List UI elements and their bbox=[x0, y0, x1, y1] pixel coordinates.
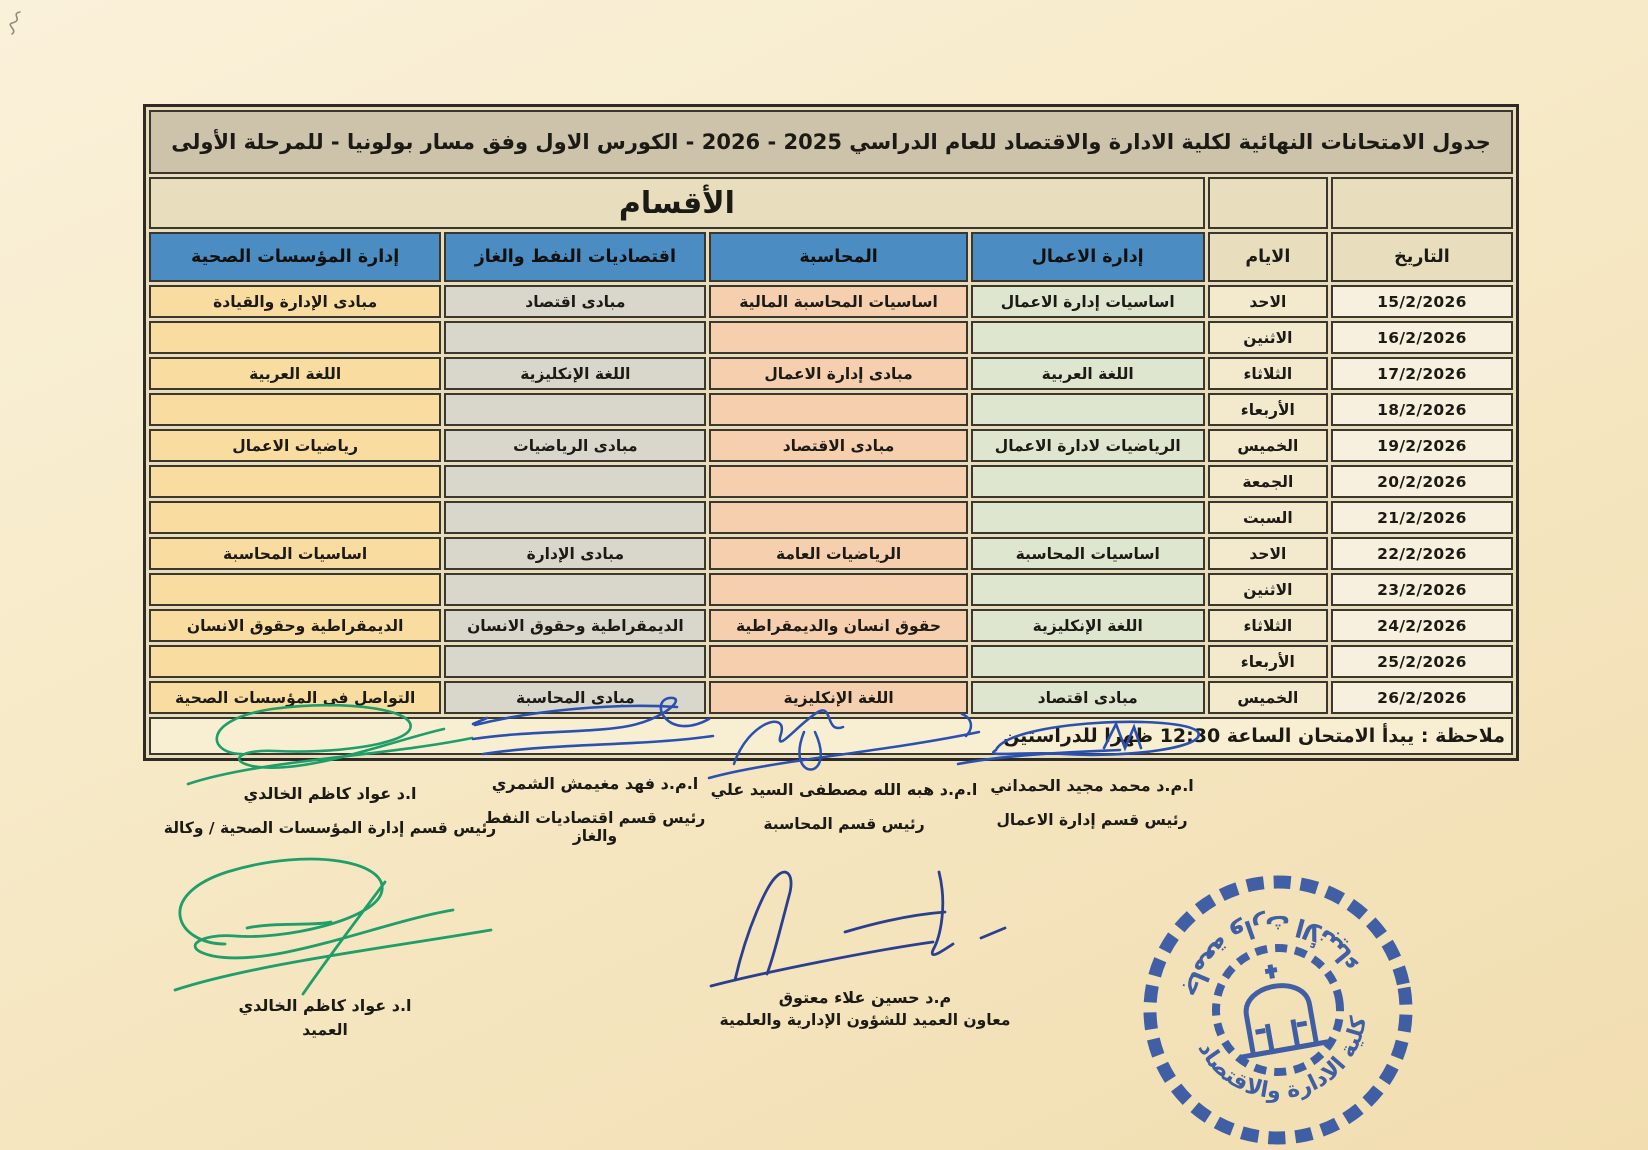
exam-cell bbox=[971, 465, 1205, 498]
date-cell: 18/2/2026 bbox=[1331, 393, 1513, 426]
exam-cell: اساسيات المحاسبة bbox=[971, 537, 1205, 570]
exam-cell bbox=[971, 393, 1205, 426]
exam-cell bbox=[971, 501, 1205, 534]
exam-cell: التواصل في المؤسسات الصحية bbox=[149, 681, 441, 714]
exam-cell bbox=[971, 573, 1205, 606]
date-cell: 17/2/2026 bbox=[1331, 357, 1513, 390]
document-title: جدول الامتحانات النهائية لكلية الادارة والاقتصاد للعام الدراسي 2025 - 2026 - الكورس الاول وفق مسار بولونيا - للمرحلة الأولى bbox=[149, 110, 1513, 174]
exam-cell bbox=[149, 393, 441, 426]
day-cell: الاحد bbox=[1208, 285, 1328, 318]
date-cell: 25/2/2026 bbox=[1331, 645, 1513, 678]
sections-row bbox=[149, 177, 1513, 229]
signature-assistant-dean-icon bbox=[695, 862, 1035, 994]
sections-header: الأقسام bbox=[149, 177, 1205, 229]
exam-cell: اساسيات المحاسبة bbox=[149, 537, 441, 570]
university-stamp bbox=[1106, 844, 1451, 1150]
table-row bbox=[149, 609, 1513, 642]
exam-cell: مبادى الرياضيات bbox=[444, 429, 706, 462]
exam-cell bbox=[709, 645, 967, 678]
day-cell: الثلاثاء bbox=[1208, 609, 1328, 642]
exam-cell bbox=[444, 321, 706, 354]
column-header-days: الايام bbox=[1208, 232, 1328, 282]
exam-cell bbox=[709, 501, 967, 534]
date-cell: 19/2/2026 bbox=[1331, 429, 1513, 462]
day-cell: الجمعة bbox=[1208, 465, 1328, 498]
date-cell: 24/2/2026 bbox=[1331, 609, 1513, 642]
exam-cell: حقوق انسان والديمقراطية bbox=[709, 609, 967, 642]
stamp-bottom-text: كلية الادارة والاقتصاد bbox=[1192, 1014, 1372, 1105]
signer-name: ا.م.د هبه الله مصطفى السيد علي bbox=[710, 780, 978, 799]
exam-cell: اساسيات إدارة الاعمال bbox=[971, 285, 1205, 318]
stamp-rings bbox=[1130, 862, 1427, 1150]
day-cell: الاحد bbox=[1208, 537, 1328, 570]
exam-cell bbox=[149, 501, 441, 534]
exam-cell bbox=[444, 465, 706, 498]
column-header-date: التاريخ bbox=[1331, 232, 1513, 282]
day-cell: الأربعاء bbox=[1208, 645, 1328, 678]
date-cell: 15/2/2026 bbox=[1331, 285, 1513, 318]
empty-cell-date bbox=[1331, 177, 1513, 229]
exam-cell: الديمقراطية وحقوق الانسان bbox=[149, 609, 441, 642]
signer-role: رئيس قسم المحاسبة bbox=[763, 815, 925, 833]
exam-cell: الرياضيات لادارة الاعمال bbox=[971, 429, 1205, 462]
signature-sayed-ali-icon bbox=[704, 696, 984, 786]
signature-block-oil-gas-head bbox=[462, 692, 728, 845]
exam-cell bbox=[971, 645, 1205, 678]
exam-cell bbox=[444, 393, 706, 426]
signer-name: ا.م.د فهد مغيمش الشمري bbox=[491, 774, 699, 793]
exam-cell: مبادى إدارة الاعمال bbox=[709, 357, 967, 390]
exam-cell bbox=[444, 501, 706, 534]
signer-role: رئيس قسم إدارة المؤسسات الصحية / وكالة bbox=[163, 819, 497, 837]
date-cell: 26/2/2026 bbox=[1331, 681, 1513, 714]
signature-block-assistant-dean bbox=[690, 862, 1040, 1029]
signature-khalidi-icon bbox=[180, 698, 480, 790]
date-cell: 23/2/2026 bbox=[1331, 573, 1513, 606]
date-cell: 21/2/2026 bbox=[1331, 501, 1513, 534]
signature-block-health-head bbox=[150, 698, 510, 837]
exam-cell bbox=[709, 393, 967, 426]
day-cell: الخميس bbox=[1208, 429, 1328, 462]
date-cell: 20/2/2026 bbox=[1331, 465, 1513, 498]
signer-name: ا.م.د محمد مجيد الحمداني bbox=[990, 776, 1194, 795]
table-row bbox=[149, 645, 1513, 678]
table-row bbox=[149, 393, 1513, 426]
table-row bbox=[149, 501, 1513, 534]
exam-cell: مبادى المحاسبة bbox=[444, 681, 706, 714]
exam-schedule-table bbox=[143, 104, 1519, 761]
day-cell: الأربعاء bbox=[1208, 393, 1328, 426]
exam-cell: اللغة العربية bbox=[971, 357, 1205, 390]
exam-cell: مبادى اقتصاد bbox=[444, 285, 706, 318]
signature-dean-icon bbox=[135, 852, 515, 1002]
day-cell: الثلاثاء bbox=[1208, 357, 1328, 390]
day-cell: الاثنين bbox=[1208, 573, 1328, 606]
empty-cell-days bbox=[1208, 177, 1328, 229]
exam-cell bbox=[149, 465, 441, 498]
table-row bbox=[149, 357, 1513, 390]
exam-cell: اللغة الإنكليزية bbox=[971, 609, 1205, 642]
date-cell: 22/2/2026 bbox=[1331, 537, 1513, 570]
date-cell: 16/2/2026 bbox=[1331, 321, 1513, 354]
exam-cell: الرياضيات العامة bbox=[709, 537, 967, 570]
signer-name: ا.د عواد كاظم الخالدي bbox=[243, 784, 417, 803]
exam-cell bbox=[709, 465, 967, 498]
column-header-health: إدارة المؤسسات الصحية bbox=[149, 232, 441, 282]
column-header-accounting: المحاسبة bbox=[709, 232, 967, 282]
exam-cell: اللغة العربية bbox=[149, 357, 441, 390]
stamp-top-text: جامعة وارث الأنبياء bbox=[1178, 909, 1366, 1001]
exam-cell: مبادى الإدارة والقيادة bbox=[149, 285, 441, 318]
signer-role: رئيس قسم إدارة الاعمال bbox=[996, 811, 1188, 829]
day-cell: الاثنين bbox=[1208, 321, 1328, 354]
signature-block-business-head bbox=[952, 706, 1232, 829]
column-header-row bbox=[149, 232, 1513, 282]
exam-cell bbox=[971, 321, 1205, 354]
exam-cell bbox=[149, 645, 441, 678]
exam-cell: مبادى الاقتصاد bbox=[709, 429, 967, 462]
exam-cell bbox=[444, 573, 706, 606]
table-row bbox=[149, 573, 1513, 606]
day-cell: الخميس bbox=[1208, 681, 1328, 714]
exam-cell: اللغة الإنكليزية bbox=[709, 681, 967, 714]
table-row bbox=[149, 321, 1513, 354]
exam-cell: الديمقراطية وحقوق الانسان bbox=[444, 609, 706, 642]
exam-cell bbox=[149, 321, 441, 354]
day-cell: السبت bbox=[1208, 501, 1328, 534]
signer-name: م.د حسين علاء معتوق bbox=[778, 988, 952, 1007]
table-row bbox=[149, 285, 1513, 318]
column-header-business: إدارة الاعمال bbox=[971, 232, 1205, 282]
exam-cell bbox=[444, 645, 706, 678]
pencil-stray-mark-icon bbox=[4, 6, 30, 40]
signer-role: معاون العميد للشؤون الإدارية والعلمية bbox=[719, 1011, 1011, 1029]
signer-role: العميد bbox=[302, 1021, 348, 1039]
column-header-oil-gas: اقتصاديات النفط والغاز bbox=[444, 232, 706, 282]
signer-name: ا.د عواد كاظم الخالدي bbox=[238, 996, 412, 1015]
exam-note: ملاحظة : يبدأ الامتحان الساعة 12:30 ظهرا للدراستين bbox=[149, 717, 1513, 755]
stamp-mosque-icon bbox=[1227, 957, 1329, 1057]
table-title-row bbox=[149, 110, 1513, 174]
signature-shammari-icon bbox=[465, 692, 725, 780]
table-row bbox=[149, 537, 1513, 570]
signature-hamdani-icon bbox=[952, 706, 1232, 782]
exam-cell: رياضيات الاعمال bbox=[149, 429, 441, 462]
table-row bbox=[149, 429, 1513, 462]
exam-cell: مبادى اقتصاد bbox=[971, 681, 1205, 714]
exam-cell: اساسيات المحاسبة المالية bbox=[709, 285, 967, 318]
exam-cell: مبادى الإدارة bbox=[444, 537, 706, 570]
exam-cell bbox=[149, 573, 441, 606]
signature-block-accounting-head bbox=[704, 696, 984, 833]
signature-block-dean bbox=[130, 852, 520, 1039]
exam-cell: اللغة الإنكليزية bbox=[444, 357, 706, 390]
table-row bbox=[149, 465, 1513, 498]
signer-role: رئيس قسم اقتصاديات النفط والغاز bbox=[484, 809, 706, 845]
exam-cell bbox=[709, 321, 967, 354]
exam-cell bbox=[709, 573, 967, 606]
